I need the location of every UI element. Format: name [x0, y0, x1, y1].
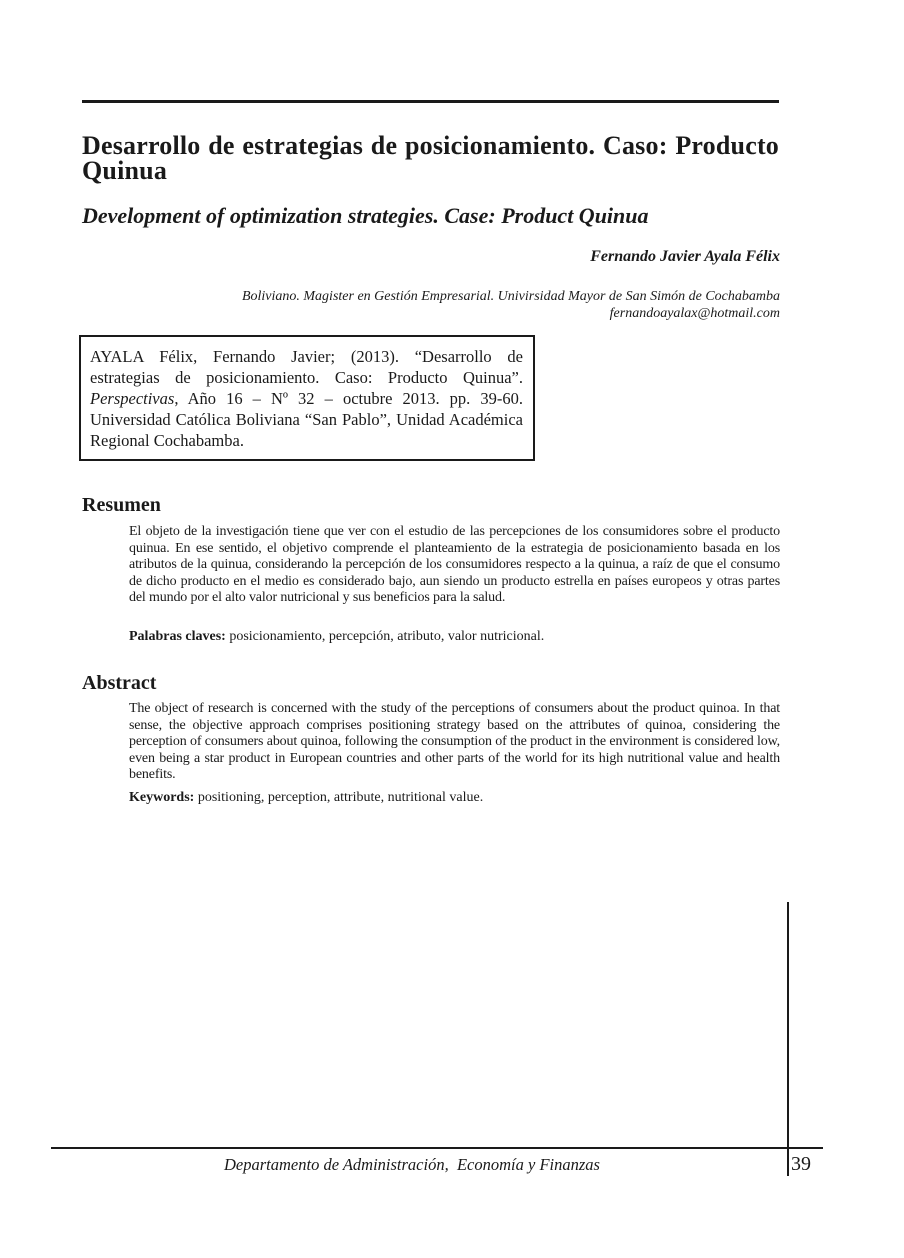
- author-email: fernandoayalax@hotmail.com: [609, 306, 780, 321]
- article-title: Desarrollo de estrategias de posicionamiento. Caso: Producto Quinua: [82, 131, 779, 185]
- footer-rule: [51, 1147, 823, 1149]
- citation-text-part1: AYALA Félix, Fernando Javier; (2013). “Desarrollo de estrategias de posicionamiento. Caso: Producto Quinua”.: [90, 347, 523, 387]
- abstract-heading: Abstract: [82, 672, 157, 694]
- abstract-body: The object of research is concerned with the study of the perceptions of consumers about the product quinoa. In that sense, the objective approach comprises positioning strategy based on the attributes of quinoa, considering the perception of consumers about quinoa, following the consumption of the product in the environment is considered low, even being a star product in European countries and other parts of the world for its high nutritional value and health benefits.: [129, 701, 780, 782]
- author-name: Fernando Javier Ayala Félix: [590, 248, 780, 265]
- resumen-heading: Resumen: [82, 494, 161, 516]
- author-affiliation: [80, 288, 780, 322]
- page-number: 39: [791, 1153, 811, 1175]
- abstract-keywords: [129, 790, 483, 806]
- article-subtitle-english: Development of optimization strategies. Case: Product Quinua: [82, 203, 649, 228]
- footer-department: Departamento de Administración, Economía y Finanzas: [224, 1155, 600, 1174]
- citation-text-part2: , Año 16 – Nº 32 – octubre 2013. pp. 39-60. Universidad Católica Boliviana “San Pablo”, Unidad Académica Regional Cochabamba.: [90, 389, 523, 450]
- affiliation-line: Boliviano. Magister en Gestión Empresarial. Univirsidad Mayor de San Simón de Cochabamba: [241, 289, 780, 304]
- page-vertical-rule: [787, 902, 789, 1176]
- abstract-keywords-label: Keywords:: [129, 790, 195, 805]
- abstract-keywords-list: positioning, perception, attribute, nutritional value.: [194, 790, 484, 805]
- resumen-keywords: [129, 629, 544, 645]
- citation-journal: Perspectivas: [90, 389, 175, 408]
- resumen-body: El objeto de la investigación tiene que ver con el estudio de las percepciones de los consumidores sobre el producto quinua. En ese sentido, el objetivo comprende el planteamiento de la estrategia de posicionamiento basada en los atributos de la quinua, considerando la percepción de los consumidores respecto a la quinua, a raíz de que el consumo de dicho producto en el medio es considerado bajo, aun siendo un producto estrella en países europeos y otras partes del mundo por el alto valor nutricional y sus beneficios para la salud.: [129, 524, 780, 605]
- resumen-keywords-label: Palabras claves:: [129, 629, 226, 644]
- resumen-keywords-list: posicionamiento, percepción, atributo, valor nutricional.: [225, 629, 545, 644]
- top-rule: [82, 100, 779, 103]
- citation-box: [79, 335, 535, 461]
